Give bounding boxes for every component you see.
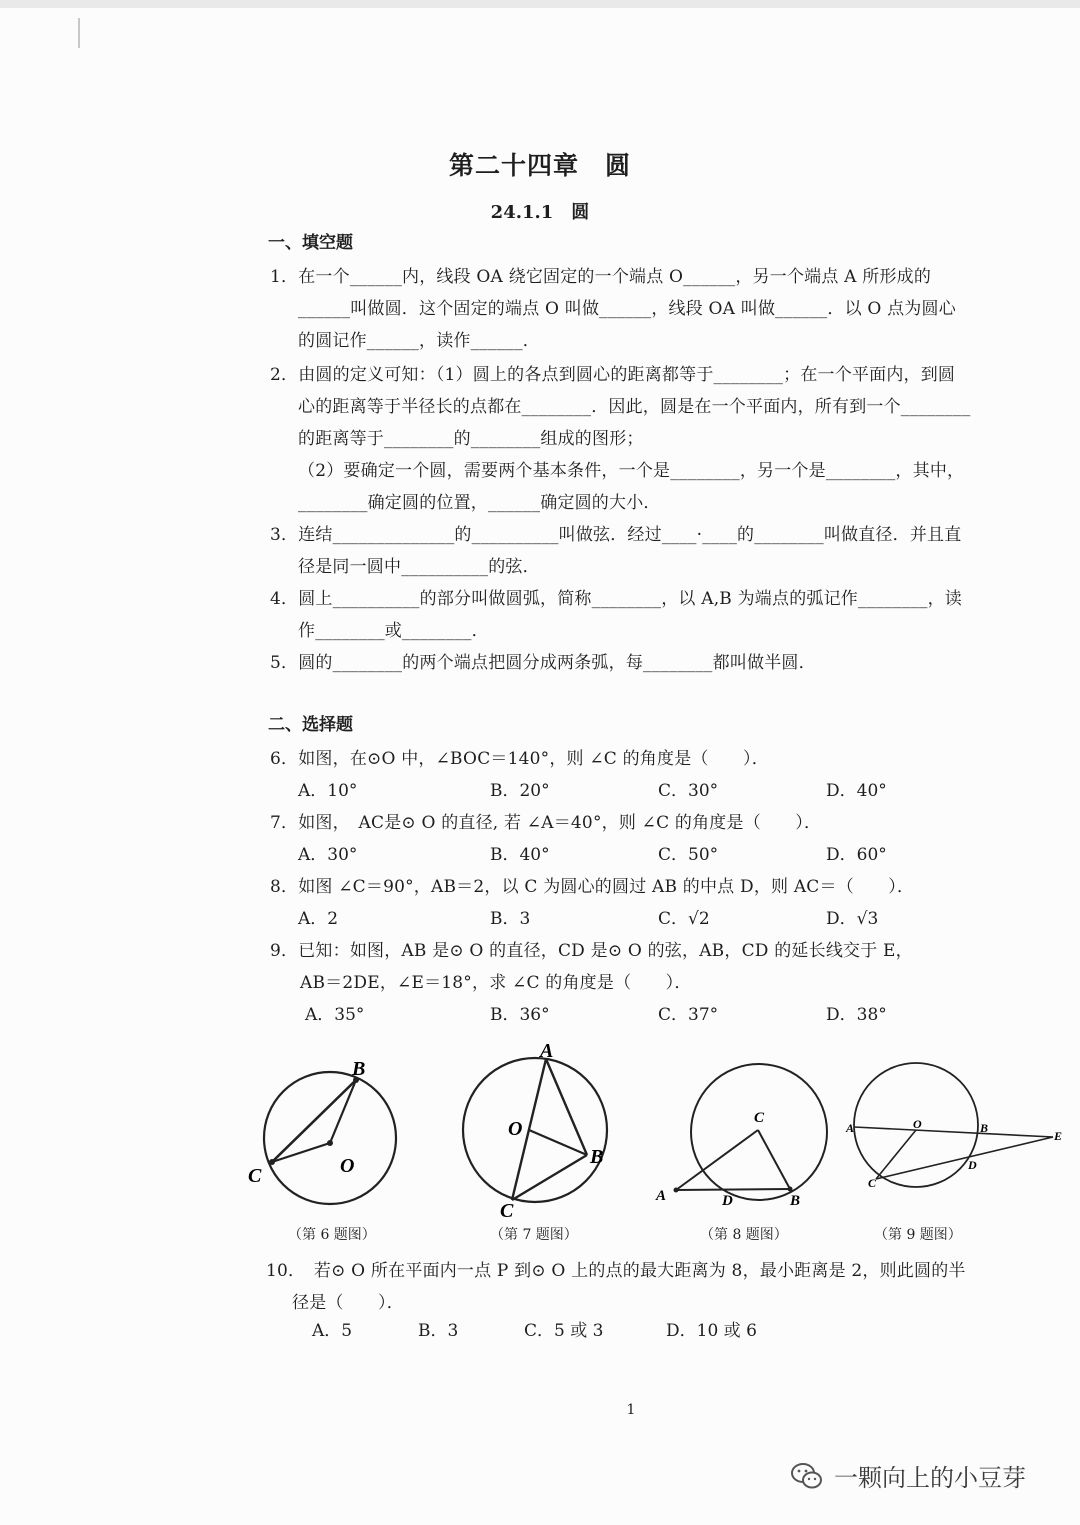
fig6-circle (264, 1072, 396, 1204)
fig6-caption: （第 6 题图） (288, 1227, 376, 1243)
fig8-label-a: A (656, 1188, 667, 1204)
fig8-point-b-dot (788, 1187, 793, 1192)
q9-option-d: D．38° (826, 1005, 887, 1025)
fig9-line-ce (876, 1137, 1053, 1179)
fig9-label-o: O (913, 1117, 922, 1131)
fig6-label-o: O (340, 1155, 355, 1177)
scan-top-edge (0, 0, 1080, 8)
q10-stem-1: 10． 若⊙ O 所在平面内一点 P 到⊙ O 上的点的最大距离为 8，最小距离是 2，则此圆的半 (266, 1261, 966, 1281)
q3-line-2: 径是同一圆中__________的弦． (298, 557, 540, 577)
fig6-label-c: C (248, 1165, 262, 1187)
fig9-label-b: B (980, 1121, 989, 1135)
q8-option-c: C．√2 (658, 909, 710, 929)
figure-7 (450, 1035, 625, 1220)
fig8-segment-ab (676, 1189, 790, 1190)
fig6-label-b: B (352, 1058, 366, 1080)
fig8-segment-cb (758, 1130, 790, 1189)
q6-option-a: A．10° (298, 781, 358, 801)
fig7-label-o: O (508, 1118, 523, 1140)
q7-option-a: A．30° (298, 845, 358, 865)
q10-stem-2: 径是（ ）． (292, 1293, 404, 1313)
page-number: 1 (626, 1402, 636, 1418)
fig7-label-c: C (500, 1200, 514, 1220)
q2-line-3: 的距离等于________的________组成的图形； (298, 429, 644, 449)
q4-line-1: 4．圆上__________的部分叫做圆弧，简称________，以 A,B 为端点的弧记作________，读 (270, 589, 962, 609)
q6-option-c: C．30° (658, 781, 719, 801)
q3-line-1: 3．连结______________的__________叫做弦．经过____·____的________叫做直径．并且直 (270, 525, 962, 545)
fig8-label-c: C (754, 1110, 765, 1126)
q6-option-b: B．20° (490, 781, 550, 801)
watermark (790, 1458, 1026, 1493)
q6-stem: 6．如图，在⊙O 中，∠BOC＝140°，则 ∠C 的角度是（ ）． (270, 749, 769, 769)
fig7-circle (463, 1058, 607, 1202)
fig8-label-d: D (722, 1193, 733, 1209)
fig8-label-b: B (790, 1193, 801, 1209)
fig7-chord-cb (512, 1155, 587, 1200)
fig6-chord-cb (272, 1080, 356, 1162)
scan-artifact (78, 18, 80, 48)
figure-8 (650, 1060, 840, 1210)
q10-option-b: B．3 (418, 1321, 459, 1341)
fig7-label-b: B (590, 1146, 604, 1168)
q5-line-1: 5．圆的________的两个端点把圆分成两条弧，每________都叫做半圆． (270, 653, 816, 673)
q7-option-d: D．60° (826, 845, 887, 865)
fig7-label-a: A (540, 1040, 554, 1062)
section-title: 24.1.1 圆 (490, 202, 590, 223)
fig9-label-a: A (846, 1121, 855, 1135)
fig8-caption: （第 8 题图） (700, 1227, 788, 1243)
q2-line-4: （2）要确定一个圆，需要两个基本条件，一个是________，另一个是________，其中， (298, 461, 965, 481)
chapter-title: 第二十四章 圆 (448, 151, 631, 180)
q10-option-c: C．5 或 3 (524, 1321, 604, 1341)
choice-heading: 二、选择题 (268, 715, 353, 735)
fig8-point-a-dot (674, 1188, 679, 1193)
fig8-segment-ac (676, 1130, 758, 1190)
q8-option-a: A．2 (298, 909, 339, 929)
fig9-label-e: E (1054, 1129, 1063, 1143)
q8-stem: 8．如图 ∠C＝90°，AB＝2，以 C 为圆心的圆过 AB 的中点 D，则 AC＝（ ）． (270, 877, 915, 897)
watermark-text: 一颗向上的小豆芽 (834, 1464, 1026, 1492)
fig9-label-c: C (868, 1176, 877, 1190)
q2-line-1: 2．由圆的定义可知：（1）圆上的各点到圆心的距离都等于________；在一个平面内，到圆 (270, 365, 956, 385)
q9-stem-1: 9．已知：如图，AB 是⊙ O 的直径，CD 是⊙ O 的弦，AB，CD 的延长线交于 E， (270, 941, 913, 961)
q6-option-d: D．40° (826, 781, 887, 801)
q10-option-d: D．10 或 6 (666, 1321, 757, 1341)
q9-option-b: B．36° (490, 1005, 550, 1025)
fig9-label-d: D (968, 1158, 977, 1172)
q10-option-a: A．5 (312, 1321, 353, 1341)
fig6-segment-ob (330, 1080, 356, 1143)
q9-option-c: C．37° (658, 1005, 719, 1025)
fig7-caption: （第 7 题图） (490, 1227, 578, 1243)
q7-option-c: C．50° (658, 845, 719, 865)
q1-line-2: ______叫做圆．这个固定的端点 O 叫做______，线段 OA 叫做______．以 O 点为圆心 (298, 299, 956, 319)
wechat-icon (790, 1461, 824, 1491)
q2-line-5: ________确定圆的位置，______确定圆的大小． (298, 493, 661, 513)
fig9-line-ae (854, 1127, 1053, 1137)
q9-option-a: A．35° (305, 1005, 365, 1025)
q8-option-d: D．√3 (826, 909, 879, 929)
fig6-point-c-dot (269, 1159, 275, 1165)
q4-line-2: 作________或________． (298, 621, 489, 641)
figure-6 (240, 1050, 420, 1220)
q8-option-b: B．3 (490, 909, 531, 929)
figure-9 (838, 1055, 1070, 1200)
q2-line-2: 心的距离等于半径长的点都在________．因此，圆是在一个平面内，所有到一个________ (298, 397, 971, 417)
q9-stem-2: AB＝2DE，∠E＝18°，求 ∠C 的角度是（ ）． (300, 973, 692, 993)
fig6-center-dot (327, 1140, 333, 1146)
q1-line-3: 的圆记作______，读作______． (298, 331, 540, 351)
q7-stem: 7．如图， AC是⊙ O 的直径, 若 ∠A＝40°，则 ∠C 的角度是（ ）． (270, 813, 822, 833)
q7-option-b: B．40° (490, 845, 550, 865)
fill-blank-heading: 一、填空题 (268, 233, 353, 253)
q1-line-1: 1．在一个______内，线段 OA 绕它固定的一个端点 O______，另一个端点 A 所形成的 (270, 267, 932, 287)
fig9-caption: （第 9 题图） (874, 1227, 962, 1243)
